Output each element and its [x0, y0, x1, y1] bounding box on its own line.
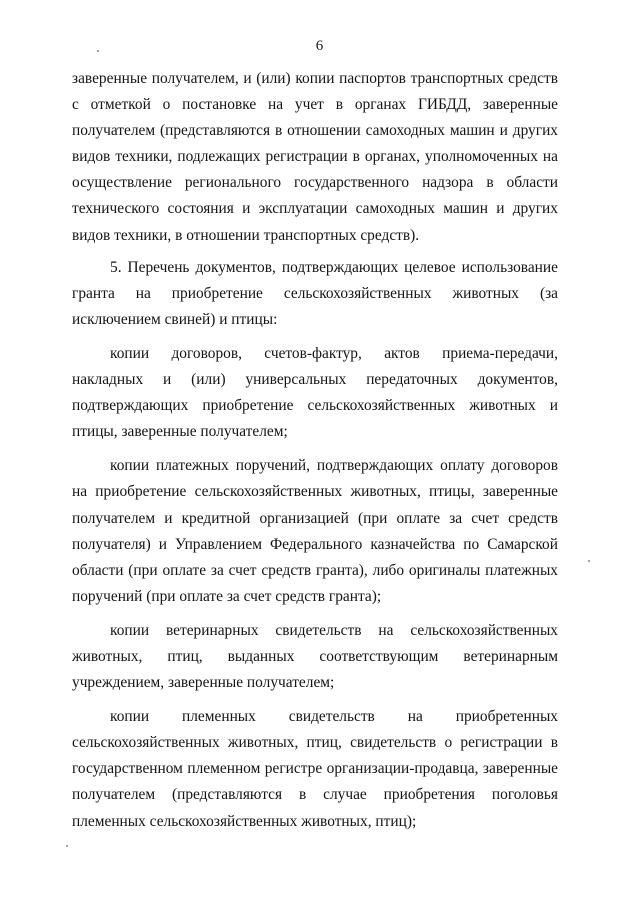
paragraph-veterinary-certificates: копии ветеринарных свидетельств на сельскохозяйственных животных, птиц, выданных соответствующим ветеринарным учреждением, заверенные получателем;	[72, 621, 558, 692]
paragraph-vehicle-passports: заверенные получателем, и (или) копии паспортов транспортных средств с отметкой о постановке на учет в органах ГИБДД, заверенные получателем (представляются в отношении самоходных машин и других видов техники, подлежащих регистрации в органах, уполномоченных на осуществление регионального государственного надзора в области технического состояния и эксплуатации самоходных машин и других видов техники, в отношении транспортных средств).	[72, 70, 558, 244]
paragraph-breeding-certificates: копии племенных свидетельств на приобретенных сельскохозяйственных животных, птиц, свидетельств о регистрации в государственном племенном регистре организации-продавца, заверенные получателем (представляются в случае приобретения поголовья племенных сельскохозяйственных животных, птиц);	[72, 708, 558, 830]
scan-speck	[588, 560, 590, 562]
page-number: 6	[315, 38, 324, 54]
document-body	[72, 66, 558, 835]
scan-speck	[66, 845, 68, 847]
paragraph-payment-orders: копии платежных поручений, подтверждающих оплату договоров на приобретение сельскохозяйственных животных, птицы, заверенные получателем и кредитной организацией (при оплате за счет средств получателя) и Управлением Федерального казначейства по Самарской области (при оплате за счет средств гранта), либо оригиналы платежных поручений (при оплате за счет средств гранта);	[72, 457, 558, 605]
paragraph-contracts-invoices: копии договоров, счетов-фактур, актов приема-передачи, накладных и (или) универсальных передаточных документов, подтверждающих приобретение сельскохозяйственных животных и птицы, заверенные получателем;	[72, 344, 558, 441]
paragraph-section-5-heading: 5. Перечень документов, подтверждающих целевое использование гранта на приобретение сельскохозяйственных животных (за исключением свиней) и птицы:	[72, 258, 558, 328]
scan-speck	[97, 50, 99, 52]
